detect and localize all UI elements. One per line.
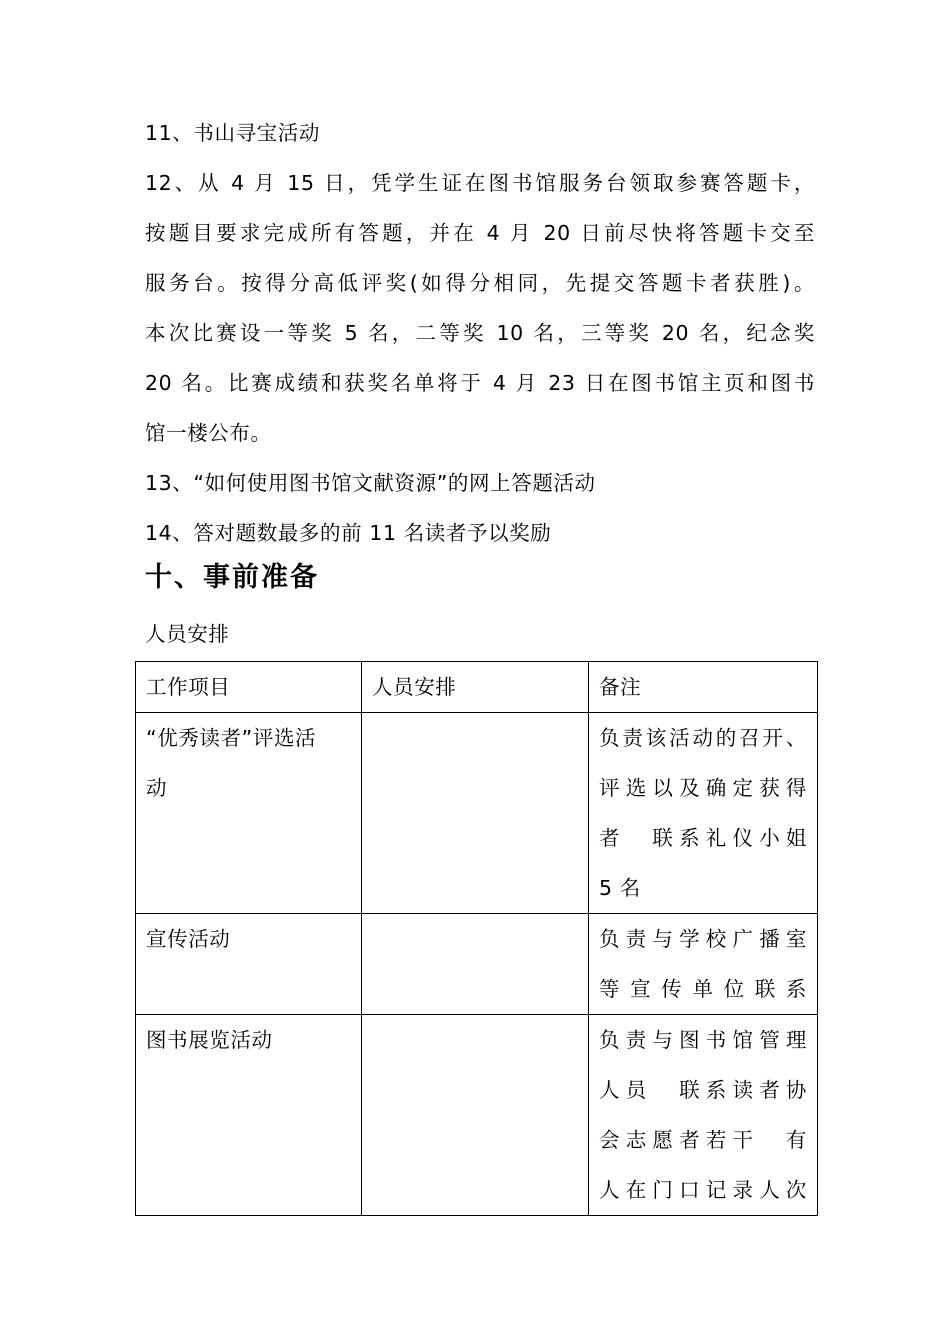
cell-project (136, 713, 362, 914)
cell-staff (362, 914, 589, 1015)
header-project: 工作项目 (136, 662, 362, 713)
cell-text: 人员 联系读者协 (599, 1078, 807, 1102)
text-line: 20 名。比赛成绩和获奖名单将于 4 月 23 日在图书馆主页和图书 (145, 371, 815, 395)
cell-notes (589, 713, 818, 914)
list-item-14 (145, 508, 815, 558)
cell-notes (589, 914, 818, 1015)
cell-text: 负责与学校广播室 (599, 927, 807, 951)
text-line: 11、书山寻宝活动 (145, 121, 320, 145)
text-line: 按题目要求完成所有答题，并在 4 月 20 日前尽快将答题卡交至 (145, 221, 815, 245)
table-header-row (136, 662, 818, 713)
cell-text: 人在门口记录人次 (599, 1178, 807, 1202)
header-staff: 人员安排 (362, 662, 589, 713)
cell-project (136, 1015, 362, 1216)
list-item-12 (145, 158, 815, 458)
cell-text: 负责该活动的召开、 (599, 726, 807, 750)
cell-staff (362, 713, 589, 914)
list-item-11 (145, 108, 815, 158)
text-line: 12、从 4 月 15 日，凭学生证在图书馆服务台领取参赛答题卡， (145, 171, 815, 195)
table-row (136, 1015, 818, 1216)
table-caption: 人员安排 (145, 622, 230, 646)
text-line: 13、“如何使用图书馆文献资源”的网上答题活动 (145, 471, 596, 495)
cell-text: 评选以及确定获得 (599, 776, 807, 800)
staffing-table (135, 661, 818, 1216)
cell-text: 动 (146, 776, 168, 800)
cell-text: 负责与图书馆管理 (599, 1028, 807, 1052)
cell-project (136, 914, 362, 1015)
cell-notes (589, 1015, 818, 1216)
table-row (136, 914, 818, 1015)
cell-text: 会志愿者若干 有 (599, 1128, 807, 1152)
section-heading: 十、事前准备 (145, 562, 319, 593)
cell-text: 者 联系礼仪小姐 (599, 826, 807, 850)
cell-text: “优秀读者”评选活 (146, 726, 317, 750)
cell-text: 图书展览活动 (146, 1028, 273, 1052)
text-line: 本次比赛设一等奖 5 名，二等奖 10 名，三等奖 20 名，纪念奖 (145, 321, 815, 345)
table-row (136, 713, 818, 914)
header-notes: 备注 (589, 662, 818, 713)
list-item-13 (145, 458, 815, 508)
text-line: 14、答对题数最多的前 11 名读者予以奖励 (145, 521, 552, 545)
text-line: 馆一楼公布。 (145, 421, 272, 445)
cell-text: 等宣传单位联系 (599, 977, 807, 1001)
text-line: 服务台。按得分高低评奖(如得分相同，先提交答题卡者获胜)。 (145, 271, 815, 295)
cell-text: 宣传活动 (146, 927, 231, 951)
cell-staff (362, 1015, 589, 1216)
cell-text: 5 名 (599, 876, 641, 900)
